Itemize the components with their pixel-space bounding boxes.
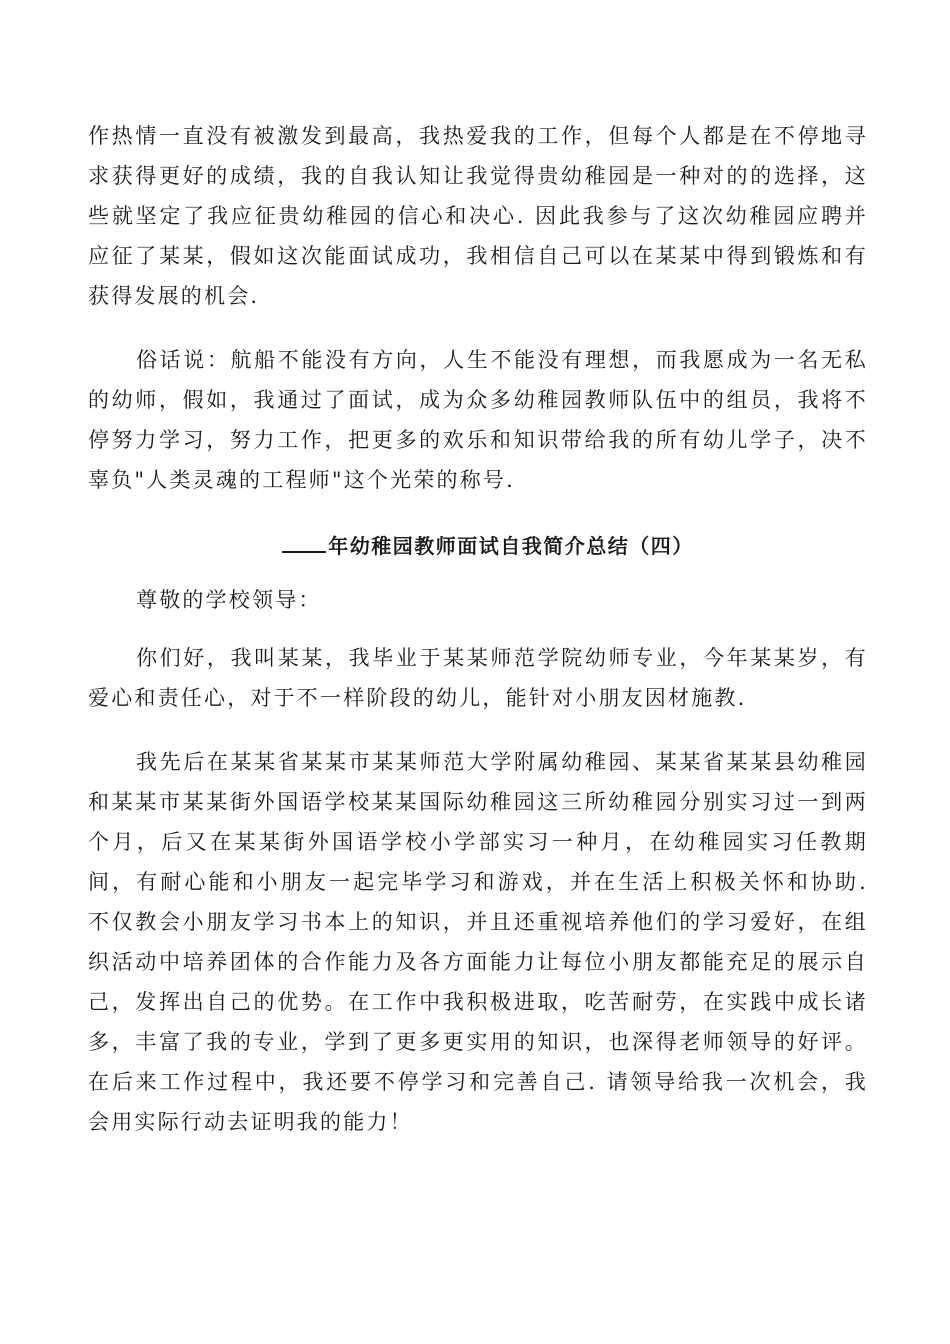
section-heading	[88, 526, 868, 566]
heading-text: 年幼稚园教师面试自我简介总结（四）	[328, 534, 694, 558]
paragraph-proverb: 俗话说：航船不能没有方向，人生不能没有理想，而我愿成为一名无私的幼师，假如，我通过了面试，成为众多幼稚园教师队伍中的组员，我将不停努力学习，努力工作，把更多的欢乐和知识带给我的所有幼儿学子，决不辜负"人类灵魂的工程师"这个光荣的称号.	[88, 348, 868, 492]
paragraph-greeting: 你们好，我叫某某，我毕业于某某师范学院幼师专业，今年某某岁，有爱心和责任心，对于不一样阶段的幼儿，能针对小朋友因材施教.	[88, 646, 868, 710]
paragraph-continuation: 作热情一直没有被激发到最高，我热爱我的工作，但每个人都是在不停地寻求获得更好的成绩，我的自我认知让我觉得贵幼稚园是一种对的的选择，这些就坚定了我应征贵幼稚园的信心和决心. 因此我参与了这次幼稚园应聘并应征了某某，假如这次能面试成功，我相信自己可以在某某中得到锻炼和有获得发展的机会.	[88, 124, 868, 308]
document-page	[88, 116, 868, 1142]
salutation: 尊敬的学校领导：	[136, 588, 322, 612]
heading-year-blank	[282, 529, 326, 553]
paragraph-experience: 我先后在某某省某某市某某师范大学附属幼稚园、某某省某某县幼稚园和某某市某某街外国语学校某某国际幼稚园这三所幼稚园分别实习过一到两个月，后又在某某街外国语学校小学部实习一种月，在幼稚园实习任教期间，有耐心能和小朋友一起完毕学习和游戏，并在生活上积极关怀和协助. 不仅教会小朋友学习书本上的知识，并且还重视培养他们的学习爱好，在组织活动中培养团体的合作能力及各方面能力让每位小朋友都能充足的展示自己，发挥出自己的优势。在工作中我积极进取，吃苦耐劳，在实践中成长诸多，丰富了我的专业，学到了更多更实用的知识，也深得老师领导的好评。在后来工作过程中，我还要不停学习和完善自己. 请领导给我一次机会，我会用实际行动去证明我的能力！	[88, 750, 868, 1134]
